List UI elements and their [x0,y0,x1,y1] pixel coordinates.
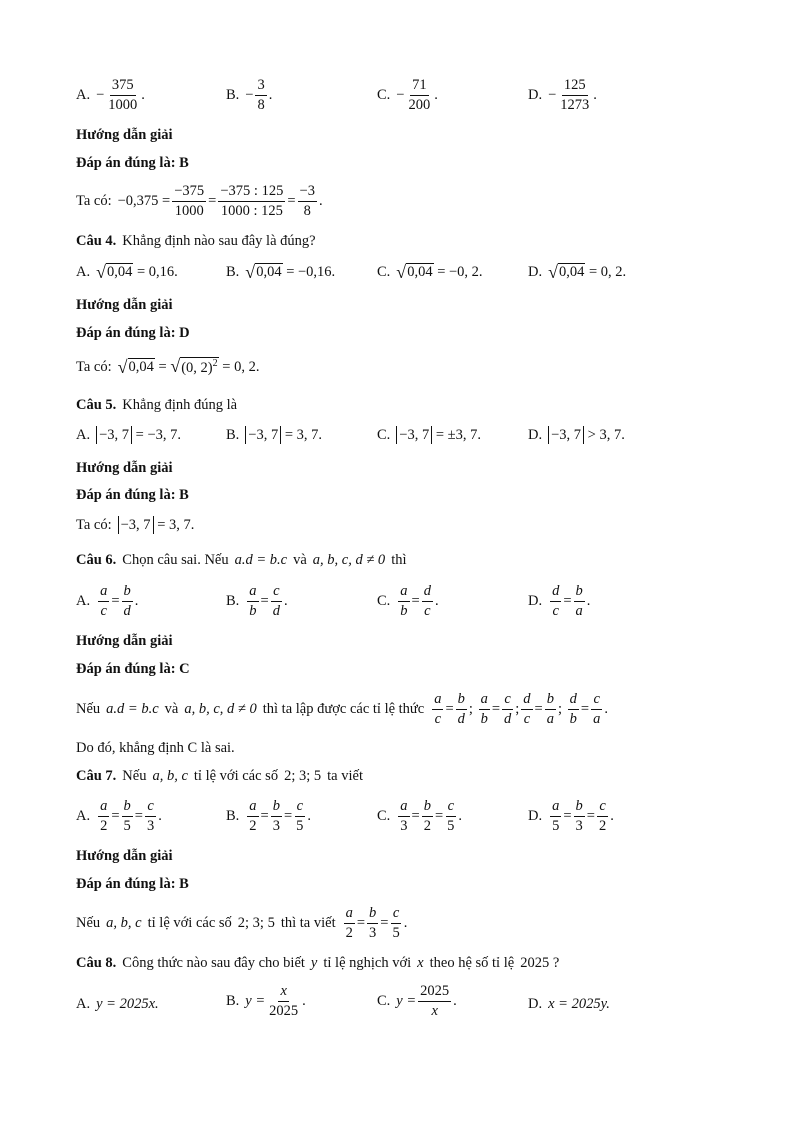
q4-option-c: C. √ 0,04 = −0, 2. [377,262,483,282]
abs-value: −3, 7 [548,426,584,444]
fraction: b d [123,583,131,620]
abs-value: −3, 7 [96,426,132,444]
fraction: c 5 [296,798,304,835]
q4-answer: Đáp án đúng là: D [76,325,190,341]
q4-option-b: B. √ 0,04 = −0,16. [226,262,336,282]
q4-solution: Ta có: √ 0,04 = √ (0, 2)$^2$ = 0, 2. [76,356,260,377]
fraction: a 3 [400,798,408,835]
abs-value: −3, 7 [118,516,154,534]
fraction: c d [504,691,512,728]
q5-option-d: D. −3, 7 > 3, 7. [528,426,625,443]
fraction: $\frac{375}{1000}$ [108,77,138,114]
sqrt-expression: √ 0,04 [117,356,154,377]
fraction: b 5 [123,798,131,835]
q6-option-a: A. a c = b d . [76,583,139,620]
q6-answer: Đáp án đúng là: C [76,661,190,677]
q4-option-a: A. √ 0,04 = 0,16. [76,262,178,282]
fraction: $\frac{2025}{x}$ [420,983,450,1020]
fraction: d c [552,583,560,620]
fraction: b d [457,691,465,728]
q4-guide-heading: Hướng dẫn giải [76,297,173,313]
fraction: a 2 [249,798,257,835]
q5-question: Câu 5. Khẳng định đúng là [76,397,238,413]
q7-option-c: C. a 3 = b 2 = c 5 . [377,798,463,835]
q6-option-d: D. d c = b a . [528,583,591,620]
fraction: b 3 [272,798,280,835]
q6-option-c: C. a b = d c . [377,583,439,620]
fraction: c a [593,691,601,728]
fraction: d b [569,691,577,728]
q7-option-d: D. a 5 = b 3 = c 2 . [528,798,614,835]
fraction: a 5 [552,798,560,835]
q3-option-b: B. − $\frac{3}{8}$ . [226,77,273,114]
q5-solution: Ta có: −3, 7 = 3, 7. [76,516,195,533]
q3-option-a: A. − $\frac{375}{1000}$ . [76,77,145,114]
q5-option-c: C. −3, 7 = ±3, 7. [377,426,481,443]
q7-guide-heading: Hướng dẫn giải [76,848,173,864]
fraction: c 3 [146,798,155,835]
fraction: $\frac{71}{200}$ [408,77,431,114]
q8-question: Câu 8. Công thức nào sau đây cho biết y tỉ lệ nghịch với x theo hệ số tỉ lệ 2025 ? [76,955,560,971]
fraction: a 2 [100,798,108,835]
q3-option-d: D. − $\frac{125}{1273}$ . [528,77,597,114]
q7-option-a: A. a 2 = b 5 = c 3 . [76,798,162,835]
q3-guide-heading: Hướng dẫn giải [76,127,173,143]
q7-solution: Nếu a, b, c tỉ lệ với các số 2; 3; 5 thì ta viết a 2 = b 3 = c 5 . [76,905,408,942]
q8-option-d: D. x = 2025y. [528,996,610,1012]
q6-solution: Nếu a.d = b.c và a, b, c, d ≠ 0 thì ta lập được các tỉ lệ thức a c = b d ; a b = c d ; d c = b a ; d b = c a . [76,691,608,728]
fraction: a b [249,583,257,620]
q8-option-c: C. y = $\frac{2025}{x}$ . [377,983,457,1020]
fraction: −375 : 125 1000 : 125 [220,183,284,220]
fraction: a c [434,691,442,728]
fraction: b 3 [575,798,583,835]
abs-value: −3, 7 [245,426,281,444]
fraction: c 5 [392,905,400,942]
fraction: a b [400,583,408,620]
q5-guide-heading: Hướng dẫn giải [76,460,173,476]
q6-option-b: B. a b = c d . [226,583,288,620]
q8-option-a: A. y = 2025x. [76,996,159,1012]
q7-answer: Đáp án đúng là: B [76,876,189,892]
fraction: b 3 [369,905,377,942]
sqrt-expression: √ 0,04 [96,262,133,282]
sqrt-expression: √ 0,04 [245,262,282,282]
q3-answer: Đáp án đúng là: B [76,155,189,171]
sqrt-expression: √ 0,04 [396,262,433,282]
fraction: b a [575,583,583,620]
q3-solution: Ta có: −0,375 = $\frac{-375}{1000}$ = −375 : 125 1000 : 125 = −3 8 . [76,183,323,220]
q5-answer: Đáp án đúng là: B [76,487,189,503]
fraction: b 2 [423,798,431,835]
q7-option-b: B. a 2 = b 3 = c 5 . [226,798,312,835]
q5-option-b: B. −3, 7 = 3, 7. [226,426,323,443]
fraction: −3 8 [299,183,315,220]
fraction: c 5 [447,798,455,835]
q4-option-d: D. √ 0,04 = 0, 2. [528,262,627,282]
q4-question: Câu 4. Khẳng định nào sau đây là đúng? [76,233,316,249]
fraction: $\frac{3}{8}$ [257,77,265,114]
q3-option-c: C. − $\frac{71}{200}$ . [377,77,438,114]
q8-option-b: B. y = $\frac{x}{2025}$ . [226,983,306,1020]
fraction: d c [423,583,431,620]
fraction: b a [546,691,554,728]
q6-conclusion: Do đó, khẳng định C là sai. [76,740,235,756]
fraction: a b [480,691,488,728]
q6-question: Câu 6. Chọn câu sai. Nếu a.d = b.c và a, b, c, d ≠ 0 thì [76,552,407,568]
abs-value: −3, 7 [396,426,432,444]
q6-guide-heading: Hướng dẫn giải [76,633,173,649]
fraction: $\frac{125}{1273}$ [560,77,590,114]
fraction: c d [272,583,280,620]
sqrt-expression: √ (0, 2)$^2$ [170,356,218,376]
sqrt-expression: √ 0,04 [548,262,585,282]
q5-option-a: A. −3, 7 = −3, 7. [76,426,182,443]
fraction: d c [523,691,531,728]
fraction: $\frac{x}{2025}$ [269,983,299,1020]
fraction: $\frac{-375}{1000}$ [174,183,205,220]
fraction: c 2 [598,798,607,835]
fraction: a c [100,583,108,620]
fraction: a 2 [345,905,353,942]
q7-question: Câu 7. Nếu a, b, c tỉ lệ với các số 2; 3; 5 ta viết [76,768,363,784]
